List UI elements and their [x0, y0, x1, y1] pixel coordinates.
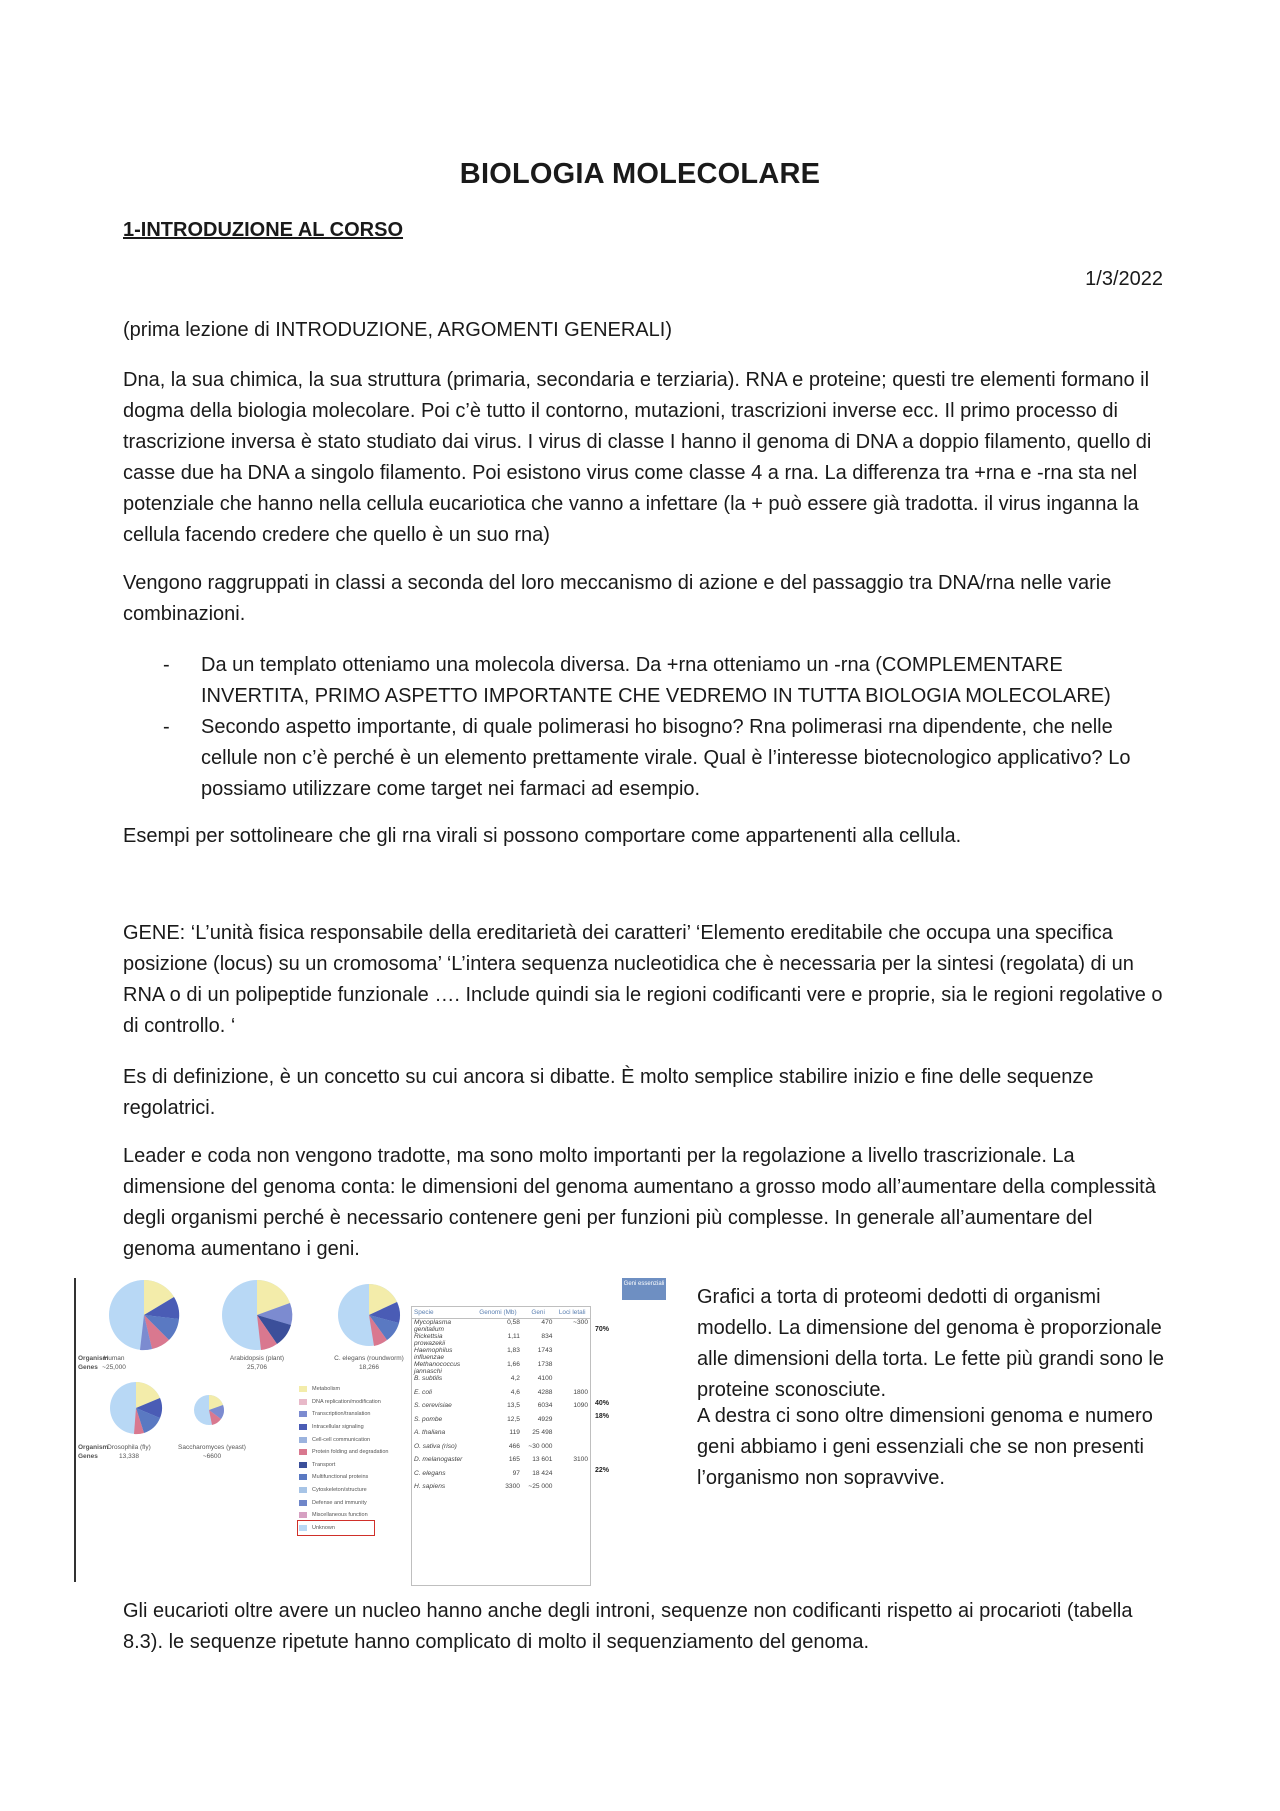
- paragraph-intro: (prima lezione di INTRODUZIONE, ARGOMENTI GENERALI): [123, 319, 672, 341]
- legend-swatch: [299, 1525, 307, 1531]
- essential-percentage: 70%: [595, 1326, 610, 1333]
- table-header-loci: Loci letali: [554, 1307, 590, 1319]
- table-row: [412, 1429, 590, 1443]
- table-cell-species: D. melanogaster: [414, 1456, 463, 1463]
- gene-count-drosophila: 13,338: [119, 1453, 139, 1460]
- table-header-species: Specie: [412, 1307, 474, 1319]
- table-cell-species: O. sativa (riso): [414, 1442, 457, 1450]
- table-cell-loci: 1800: [573, 1388, 588, 1396]
- pie-human: [109, 1280, 179, 1350]
- table-cell-loci: [554, 1333, 590, 1347]
- gene-count-yeast: ~6600: [202, 1453, 222, 1460]
- table-cell-genes: 13 601: [532, 1456, 553, 1463]
- table-cell-species: E. coli: [414, 1388, 432, 1396]
- paragraph-eukaryotes: Gli eucarioti oltre avere un nucleo hanno anche degli introni, sequenze non codificanti rispetto ai procarioti (tabella 8.3). le sequenze ripetute hanno complicato di molto il sequenziamento del genoma.: [123, 1600, 1133, 1653]
- legend-label: Protein folding and degradation: [312, 1449, 389, 1456]
- table-row: [412, 1470, 590, 1484]
- table-row: [412, 1402, 590, 1416]
- legend-swatch: [299, 1474, 307, 1480]
- legend-label: Defense and immunity: [312, 1499, 367, 1506]
- table-cell-genes: 1743: [537, 1347, 553, 1354]
- table-cell-loci: [554, 1375, 590, 1389]
- pie-drosophila: [110, 1382, 162, 1434]
- legend-label: DNA replication/modification: [312, 1398, 381, 1405]
- table-cell-genes: 4929: [537, 1415, 553, 1423]
- lecture-date: 1/3/2022: [1085, 268, 1163, 290]
- legend-label: Transcription/translation: [312, 1411, 371, 1418]
- legend-item: [299, 1446, 389, 1459]
- table-cell-genes: 18 424: [532, 1469, 553, 1477]
- legend-item: [299, 1396, 389, 1409]
- table-cell-genes: ~25 000: [528, 1483, 553, 1490]
- pie-yeast: [194, 1395, 224, 1425]
- legend-label: Metabolism: [312, 1386, 341, 1393]
- legend-label: Unknown: [312, 1524, 335, 1531]
- bullet-text: Da un templato otteniamo una molecola diversa. Da +rna otteniamo un -rna (COMPLEMENTARE INVERTITA, PRIMO ASPETTO IMPORTANTE CHE VEDREMO IN TUTTA BIOLOGIA MOLECOLARE): [201, 654, 1111, 707]
- table-cell-genes: 4100: [537, 1375, 553, 1382]
- table-cell-genome-size: 97: [512, 1469, 520, 1477]
- bullet-marker: -: [163, 716, 170, 738]
- organism-name-yeast: Saccharomyces (yeast): [178, 1444, 246, 1451]
- table-cell-species: A. thaliana: [414, 1429, 446, 1436]
- legend-item: [299, 1484, 389, 1497]
- table-cell-loci: [554, 1470, 590, 1484]
- paragraph-gene-definition: GENE: ‘L’unità fisica responsabile della ereditarietà dei caratteri’ ‘Elemento ereditabile che occupa una specifica posizione (locus) su un cromosoma’ ‘L’intera sequenza nucleotidica che è necessaria per la sintesi (regolata) di un RNA o di un polipeptide funzionale …. Include quindi sia le regioni codificanti vere e proprie, sia le regioni regolative o di controllo. ‘: [123, 922, 1163, 1037]
- table-cell-loci: 3100: [573, 1456, 588, 1463]
- table-cell-species: Haemophilus influenzae: [414, 1347, 453, 1361]
- proteome-figure: [74, 1278, 674, 1582]
- table-row: [412, 1375, 590, 1389]
- table-cell-genes: 25 498: [532, 1429, 553, 1436]
- legend-swatch: [299, 1512, 307, 1518]
- table-header-genes: Geni: [522, 1307, 555, 1319]
- legend-swatch: [299, 1399, 307, 1405]
- legend-item: [299, 1408, 389, 1421]
- list-item: [123, 712, 1169, 805]
- table-cell-genes: ~30 000: [528, 1442, 553, 1450]
- legend-item: [299, 1471, 389, 1484]
- table-cell-species: Mycoplasma genitalium: [414, 1319, 452, 1333]
- table-cell-loci: [554, 1361, 590, 1375]
- legend-label: Cytoskeleton/structure: [312, 1487, 367, 1494]
- table-cell-loci: 1090: [573, 1402, 588, 1409]
- table-cell-genome-size: 0,58: [507, 1319, 520, 1326]
- pie-arabidopsis: [222, 1280, 292, 1350]
- table-cell-loci: ~300: [573, 1319, 588, 1326]
- table-row: [412, 1319, 590, 1334]
- bullet-list: [123, 650, 1169, 805]
- essential-percentage: 40%: [595, 1399, 610, 1407]
- legend-swatch: [299, 1500, 307, 1506]
- essential-percentage: 18%: [595, 1413, 610, 1420]
- table-cell-genome-size: 1,83: [507, 1347, 520, 1354]
- legend-item: [299, 1496, 389, 1509]
- table-cell-genome-size: 12,5: [507, 1415, 520, 1423]
- table-cell-genes: 470: [541, 1319, 553, 1326]
- organism-name-drosophila: Drosophila (fly): [107, 1444, 151, 1451]
- side-paragraph-essential: A destra ci sono oltre dimensioni genoma e numero geni abbiamo i geni essenziali che se non presenti l’organismo non sopravvive.: [697, 1405, 1153, 1489]
- legend-item: [299, 1522, 373, 1535]
- legend-swatch: [299, 1437, 307, 1443]
- legend-label: Cell-cell communication: [312, 1436, 371, 1443]
- paragraph-dna: Dna, la sua chimica, la sua struttura (primaria, secondaria e terziaria). RNA e proteine; questi tre elementi formano il dogma della biologia molecolare. Poi c’è tutto il contorno, mutazioni, trascrizioni inverse ecc. Il primo processo di trascrizione inversa è stato studiato dai virus. I virus di classe I hanno il genoma di DNA a doppio filamento, quello di casse due ha DNA a singolo filamento. Poi esistono virus come classe 4 a rna. La differenza tra +rna e -rna sta nel potenziale che hanno nella cellula eucariotica che vanno a infettare (la + può essere già tradotta. il virus inganna la cellula facendo credere che quello è un suo rna): [123, 369, 1152, 546]
- table-cell-genome-size: 4,6: [510, 1388, 520, 1396]
- table-row: [412, 1333, 590, 1347]
- table-cell-species: H. sapiens: [414, 1483, 446, 1490]
- legend-swatch: [299, 1462, 307, 1468]
- row-label-genes: Genes: [78, 1364, 98, 1371]
- table-cell-genome-size: 1,11: [507, 1333, 520, 1340]
- table-cell-genome-size: 13,5: [507, 1402, 520, 1409]
- table-header-genomes: Genomi (Mb): [474, 1307, 522, 1319]
- organism-name-arabidopsis: Arabidopsis (plant): [229, 1355, 285, 1362]
- essential-genes-badge: Geni essenziali: [622, 1278, 666, 1300]
- table-row: [412, 1483, 590, 1497]
- page-title: BIOLOGIA MOLECOLARE: [459, 158, 821, 190]
- gene-count-arabidopsis: 25,706: [247, 1364, 267, 1371]
- side-paragraph-pies: Grafici a torta di proteomi dedotti di organismi modello. La dimensione del genoma è proporzionale alle dimensioni della torta. Le fette più grandi sono le proteine sconosciute.: [697, 1286, 1164, 1401]
- gene-count-roundworm: 18,266: [359, 1364, 379, 1371]
- table-row: [412, 1456, 590, 1470]
- table-cell-loci: [554, 1483, 590, 1497]
- legend-swatch: [299, 1411, 307, 1417]
- table-cell-genome-size: 3300: [505, 1483, 520, 1490]
- table-cell-loci: [554, 1347, 590, 1361]
- table-cell-genes: 4288: [537, 1388, 553, 1396]
- legend-swatch: [299, 1449, 307, 1455]
- table-cell-species: S. cerevisiae: [414, 1402, 452, 1409]
- pie-roundworm: [338, 1284, 400, 1346]
- essential-percentage: 22%: [595, 1467, 610, 1474]
- table-cell-genome-size: 466: [508, 1442, 520, 1450]
- gene-count-human: ~25,000: [102, 1364, 126, 1371]
- organism-name-roundworm: C. elegans (roundworm): [334, 1355, 404, 1362]
- table-row: [412, 1347, 590, 1361]
- bullet-marker: -: [163, 654, 170, 676]
- table-cell-genome-size: 165: [508, 1456, 520, 1463]
- table-body: [412, 1319, 590, 1497]
- genome-table: [411, 1306, 591, 1586]
- table-cell-loci: [554, 1429, 590, 1443]
- table-row: [412, 1443, 590, 1457]
- table-row: [412, 1361, 590, 1375]
- legend-item: [299, 1383, 389, 1396]
- table-cell-genome-size: 119: [509, 1429, 520, 1436]
- table-cell-genome-size: 1,66: [507, 1361, 520, 1368]
- legend-item: [299, 1509, 389, 1522]
- section-heading: 1-INTRODUZIONE AL CORSO: [123, 219, 404, 241]
- legend-label: Intracellular signaling: [312, 1424, 364, 1431]
- paragraph-definition-debate: Es di definizione, è un concetto su cui ancora si dibatte. È molto semplice stabilire inizio e fine delle sequenze regolatrici.: [123, 1066, 1094, 1119]
- table-row: [412, 1416, 590, 1430]
- paragraph-examples: Esempi per sottolineare che gli rna virali si possono comportare come appartenenti alla cellula.: [123, 825, 962, 847]
- list-item: [123, 650, 1169, 712]
- row-label-organism: Organism: [78, 1444, 109, 1451]
- legend-swatch: [299, 1487, 307, 1493]
- table-cell-genes: 834: [541, 1333, 553, 1340]
- pie-legend: [299, 1383, 389, 1534]
- legend-item: [299, 1459, 389, 1472]
- row-label-genes: Genes: [78, 1453, 98, 1460]
- legend-label: Miscellaneous function: [312, 1512, 368, 1519]
- legend-label: Multifunctional proteins: [312, 1474, 369, 1481]
- table-cell-loci: [554, 1443, 590, 1457]
- legend-swatch: [299, 1424, 307, 1430]
- row-label-organism: Organism: [78, 1355, 109, 1362]
- table-cell-species: B. subtilis: [414, 1375, 443, 1382]
- legend-swatch: [299, 1386, 307, 1392]
- table-cell-loci: [554, 1416, 590, 1430]
- legend-item: [299, 1433, 389, 1446]
- table-cell-genome-size: 4,2: [510, 1375, 520, 1382]
- paragraph-genome-size: Leader e coda non vengono tradotte, ma sono molto importanti per la regolazione a livello trascrizionale. La dimensione del genoma conta: le dimensioni del genoma aumentano a grosso modo all’aumentare della complessità degli organismi perché è necessario contenere geni per funzioni più complesse. In generale all’aumentare del genoma aumentano i geni.: [123, 1145, 1156, 1260]
- table-row: [412, 1389, 590, 1403]
- legend-label: Transport: [312, 1461, 336, 1468]
- table-cell-species: S. pombe: [414, 1415, 443, 1423]
- pie-charts: [74, 1278, 304, 1578]
- table-cell-species: Methanococcus jannaschi: [414, 1361, 461, 1375]
- table-cell-species: Rickettsia prowazekii: [414, 1333, 446, 1347]
- table-cell-species: C. elegans: [414, 1469, 446, 1477]
- table-cell-genes: 1738: [537, 1361, 553, 1368]
- organism-name-human: Human: [103, 1355, 125, 1362]
- paragraph-classes: Vengono raggruppati in classi a seconda del loro meccanismo di azione e del passaggio tra DNA/rna nelle varie combinazioni.: [123, 572, 1112, 625]
- table-cell-genes: 6034: [537, 1402, 553, 1409]
- legend-item: [299, 1421, 389, 1434]
- pie-roundworm-wrap: [324, 1278, 414, 1378]
- bullet-text: Secondo aspetto importante, di quale polimerasi ho bisogno? Rna polimerasi rna dipendente, che nelle cellule non c’è perché è un elemento prettamente virale. Qual è l’interesse biotecnologico applicativo? Lo possiamo utilizzare come target nei farmaci ad esempio.: [201, 716, 1131, 800]
